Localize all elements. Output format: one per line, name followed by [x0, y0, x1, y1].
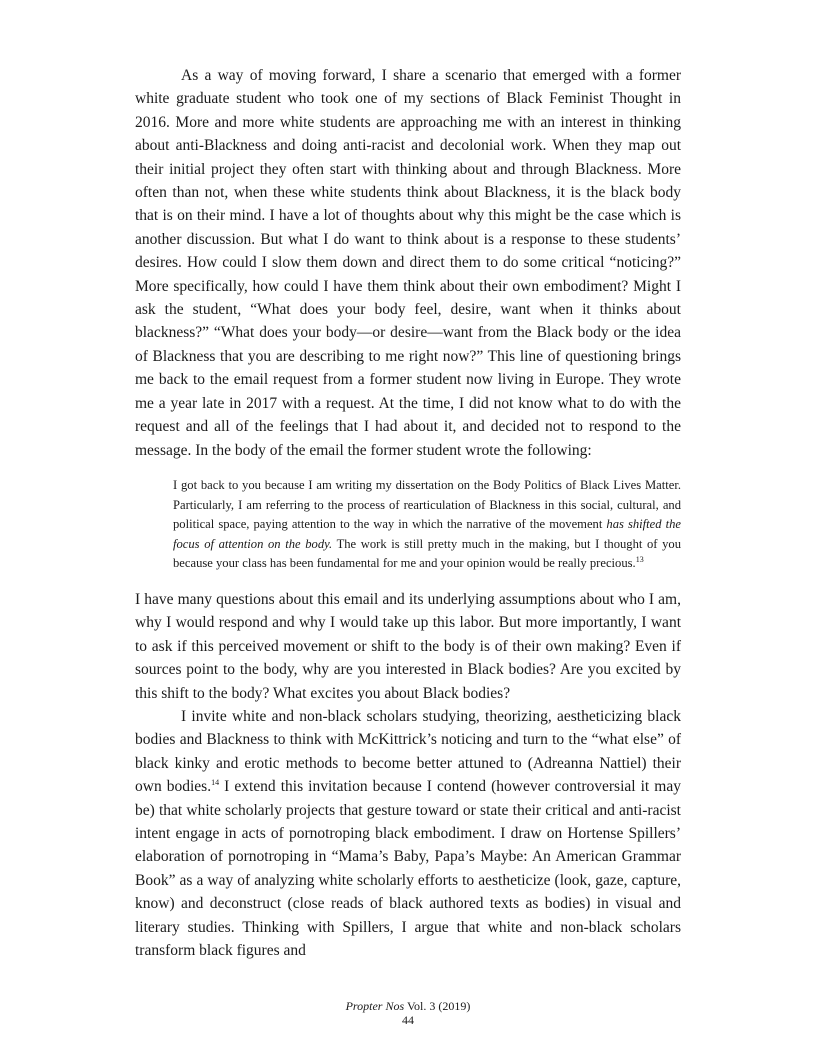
quote-emphasis: has shifted the focus of attention on the body.: [173, 517, 681, 551]
paragraph-text: I invite white and non-black scholars studying, theorizing, aestheticizing black bodies and Blackness to think with McKittrick’s noticing and turn to the “what else” of black kinky and erotic methods to become better attuned to (Adreanna Nattiel) their own bodies.: [135, 707, 681, 796]
journal-citation: [0, 999, 816, 1013]
paragraph-text: I extend this invitation because I contend (however controversial it may be) that white scholarly projects that gesture toward or state their critical and anti-racist intent engage in acts of pornotroping black embodiment. I draw on Hortense Spillers’ elaboration of pornotroping in “Mama’s Baby, Papa’s Maybe: An American Grammar Book” as a way of analyzing white scholarly efforts to aestheticize (look, gaze, capture, know) and deconstruct (close reads of black authored texts as bodies) in visual and literary studies. Thinking with Spillers, I argue that white and non-black scholars transform black figures and: [135, 778, 681, 959]
body-paragraph: As a way of moving forward, I share a scenario that emerged with a former white graduate student who took one of my sections of Black Feminist Thought in 2016. More and more white students are approaching me with an interest in thinking about anti-Blackness and doing anti-racist and decolonial work. When they map out their initial project they often start with thinking about and through Blackness. More often than not, when these white students think about Blackness, it is the black body that is on their mind. I have a lot of thoughts about why this might be the case which is another discussion. But what I do want to think about is a response to these students’ desires. How could I slow them down and direct them to do some critical “noticing?” More specifically, how could I have them think about their own embodiment? Might I ask the student, “What does your body feel, desire, want when it thinks about blackness?” “What does your body—or desire—want from the Black body or the idea of Blackness that you are describing to me right now?” This line of questioning brings me back to the email request from a former student now living in Europe. They wrote me a year late in 2017 with a request. At the time, I did not know what to do with the request and all of the feelings that I had about it, and decided not to respond to the message. In the body of the email the former student wrote the following:: [135, 67, 681, 459]
block-quote: [173, 476, 681, 574]
body-paragraph: I have many questions about this email and its underlying assumptions about who I am, why I would respond and why I would take up this labor. But more importantly, I want to ask if this perceived movement or shift to the body is of their own making? Even if sources point to the body, why are you interested in Black bodies? Are you excited by this shift to the body? What excites you about Black bodies?: [135, 590, 681, 702]
quote-text: The work is still pretty much in the making, but I thought of you because your class has been fundamental for me and your opinion would be really precious.: [173, 536, 681, 571]
page-footer: [0, 999, 816, 1027]
page-number: 44: [402, 1013, 414, 1027]
footnote-marker[interactable]: 14: [211, 777, 220, 787]
footnote-marker[interactable]: 13: [635, 555, 644, 565]
journal-volume: Vol. 3 (2019): [404, 999, 471, 1013]
quote-text: I got back to you because I am writing my dissertation on the Body Politics of Black Lives Matter. Particularly, I am referring to the process of rearticulation of Blackness in this social, cultural, and political space, paying attention to the way in which the narrative of the movement: [173, 477, 681, 532]
body-paragraph: [135, 705, 681, 962]
journal-title: Propter Nos: [345, 999, 405, 1013]
article-page: [135, 64, 681, 962]
